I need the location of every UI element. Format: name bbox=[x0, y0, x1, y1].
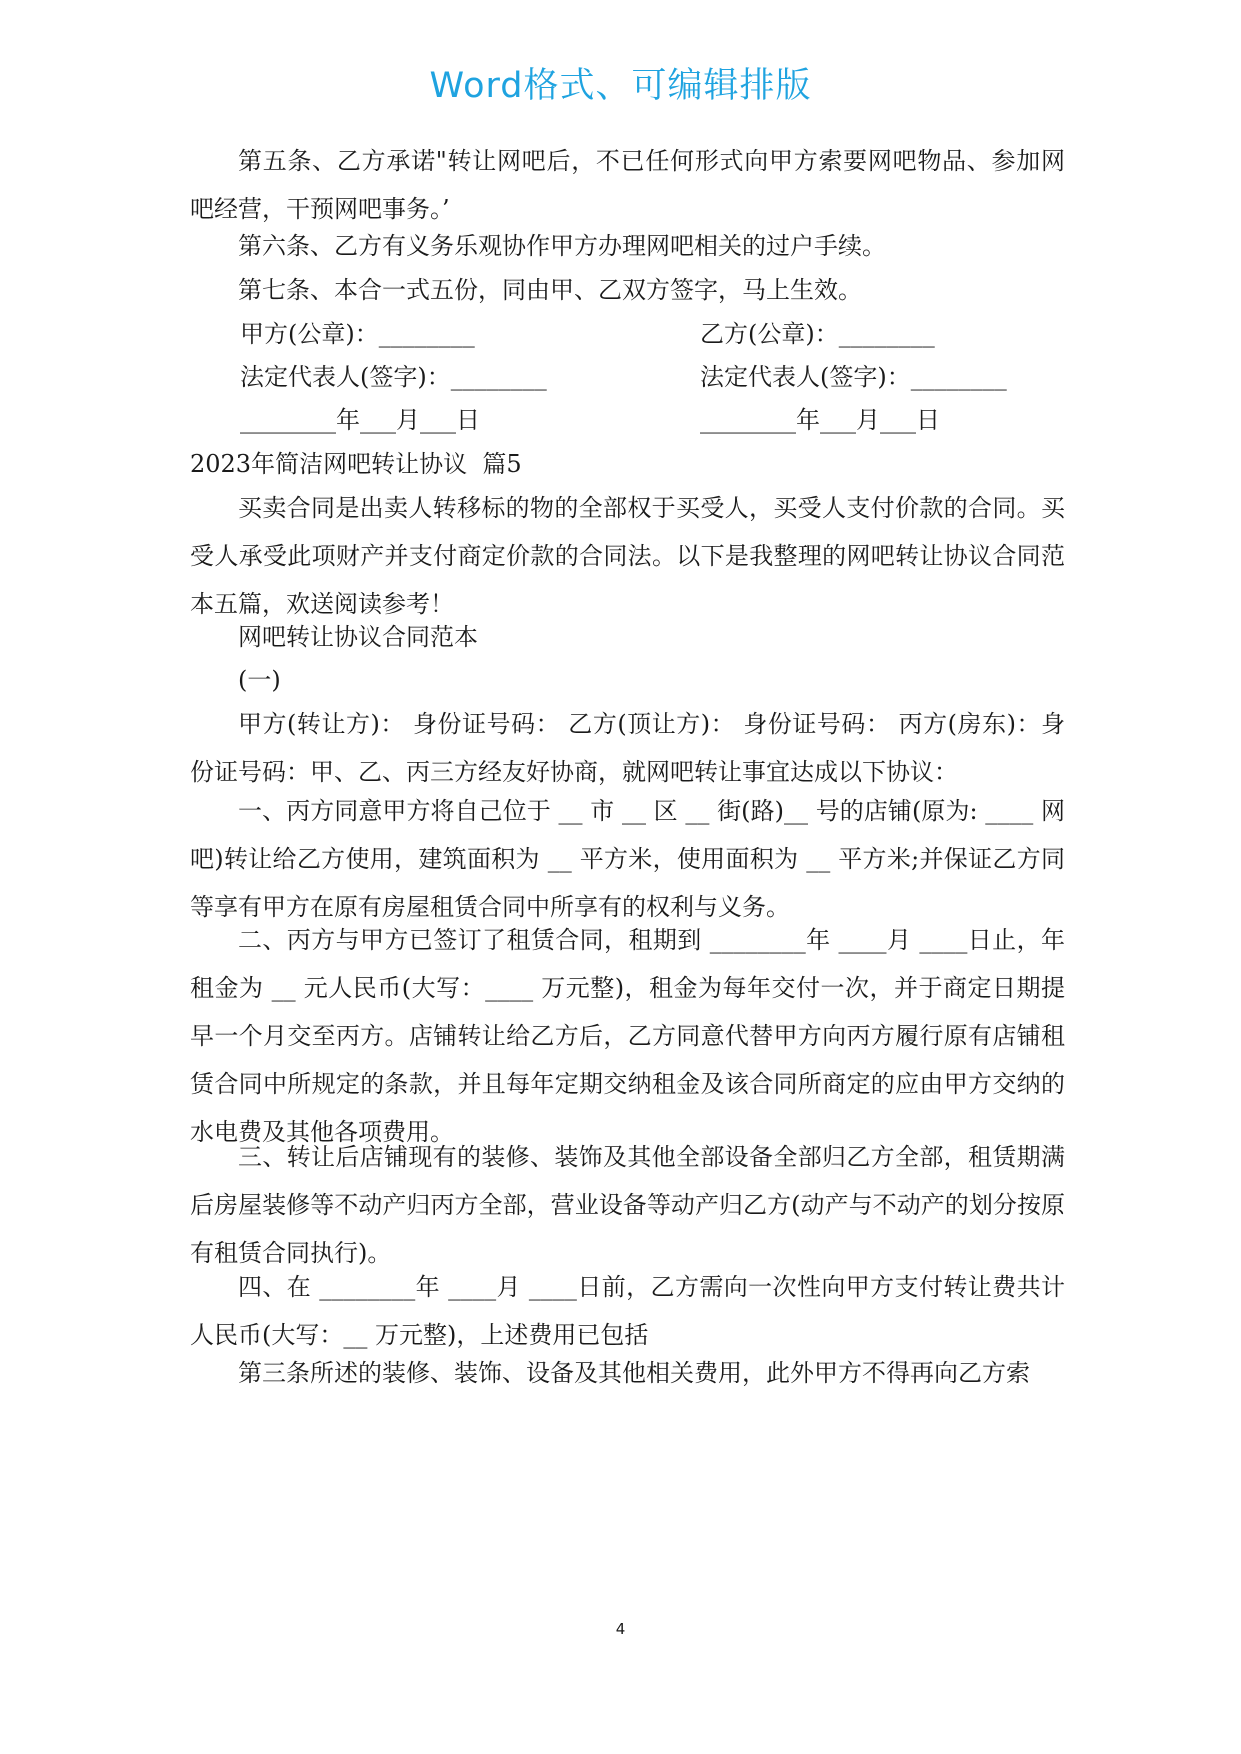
page-number: 4 bbox=[615, 1620, 626, 1638]
parties-paragraph: 甲方(转让方)： 身份证号码： 乙方(顶让方)： 身份证号码： 丙方(房东)：身份证号码：甲、乙、丙三方经友好协商，就网吧转让事宜达成以下协议： bbox=[190, 710, 1065, 786]
clause-1: 一、丙方同意甲方将自己位于 __ 市 __ 区 __ 街(路)__ 号的店铺(原为: ____ 网吧)转让给乙方使用，建筑面积为 __ 平方米，使用面积为 __ 平方米;并保证乙方同等享有甲方在原有房屋租赁合同中所享有的权利与义务。 bbox=[190, 797, 1065, 921]
clause-4: 四、在 ________年 ____月 ____日前，乙方需向一次性向甲方支付转让费共计人民币(大写：__ 万元整)，上述费用已包括 bbox=[190, 1273, 1065, 1349]
party-b-seal-line: 乙方(公章)：________ bbox=[700, 320, 935, 348]
party-b-representative-line: 法定代表人(签字)：________ bbox=[700, 363, 1007, 391]
section-title: 2023年简洁网吧转让协议 篇5 bbox=[190, 450, 522, 478]
party-b-date-line: ________年___月___日 bbox=[700, 406, 940, 434]
contract-number: (一) bbox=[238, 666, 281, 694]
page-header-title: Word格式、可编辑排版 bbox=[429, 66, 812, 106]
clause-4-continued: 第三条所述的装修、装饰、设备及其他相关费用，此外甲方不得再向乙方索 bbox=[238, 1359, 1030, 1387]
intro-paragraph: 买卖合同是出卖人转移标的物的全部权于买受人，买受人支付价款的合同。买受人承受此项财产并支付商定价款的合同法。以下是我整理的网吧转让协议合同范本五篇，欢送阅读参考！ bbox=[190, 494, 1065, 618]
party-a-seal-line: 甲方(公章)：________ bbox=[240, 320, 475, 348]
contract-title: 网吧转让协议合同范本 bbox=[238, 623, 478, 651]
clause-2: 二、丙方与甲方已签订了租赁合同，租期到 ________年 ____月 ____日止，年租金为 __ 元人民币(大写：____ 万元整)，租金为每年交付一次，并于商定日期提早一个月交至丙方。店铺转让给乙方后，乙方同意代替甲方向丙方履行原有店铺租赁合同中所规定的条款，并且每年定期交纳租金及该合同所商定的应由甲方交纳的水电费及其他各项费用。 bbox=[190, 926, 1065, 1146]
clause-3: 三、转让后店铺现有的装修、装饰及其他全部设备全部归乙方全部，租赁期满后房屋装修等不动产归丙方全部，营业设备等动产归乙方(动产与不动产的划分按原有租赁合同执行)。 bbox=[190, 1143, 1065, 1267]
paragraph-article-6: 第六条、乙方有义务乐观协作甲方办理网吧相关的过户手续。 bbox=[238, 232, 886, 260]
party-a-date-line: ________年___月___日 bbox=[240, 406, 480, 434]
paragraph-article-7: 第七条、本合一式五份，同由甲、乙双方签字，马上生效。 bbox=[238, 276, 862, 304]
paragraph-article-5: 第五条、乙方承诺"转让网吧后，不已任何形式向甲方索要网吧物品、参加网吧经营，干预网吧事务。’ bbox=[190, 147, 1065, 223]
party-a-representative-line: 法定代表人(签字)：________ bbox=[240, 363, 547, 391]
